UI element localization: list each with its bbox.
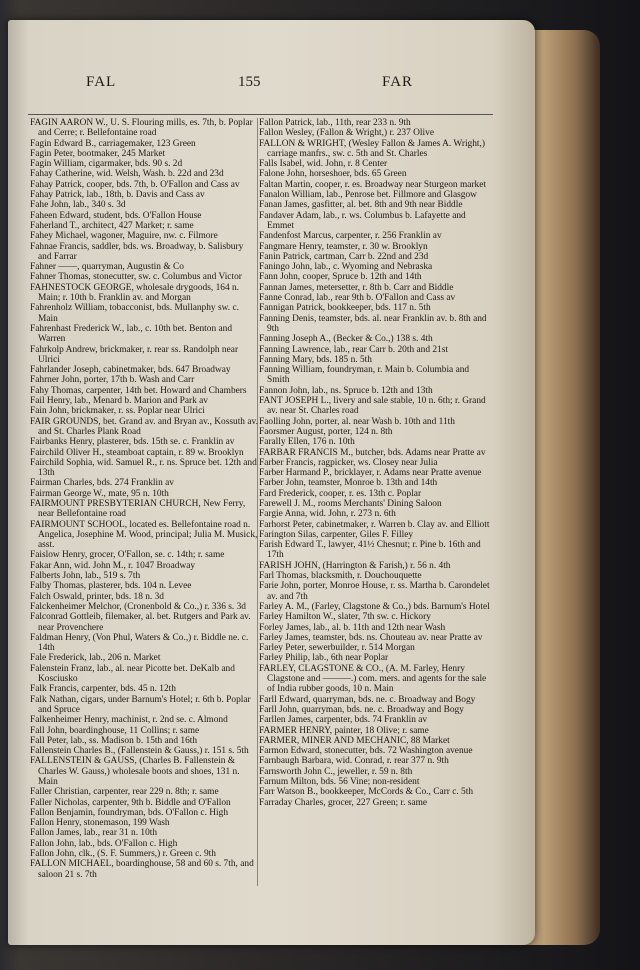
directory-entry: Farewell J. M., rooms Merchants' Dining Saloon	[259, 498, 442, 509]
directory-entry: Fanin Patrick, cartman, Carr b. 22nd and 23d	[259, 251, 429, 262]
directory-entry: Fangmare Henry, teamster, r. 30 w. Brooklyn	[259, 241, 428, 252]
directory-entry: Fannan James, metersetter, r. 8th b. Carr and Biddle	[259, 282, 454, 293]
directory-entry: Farie John, porter, Monroe House, r. ss. Martha b. Carondelet av. and 7th	[259, 581, 490, 602]
directory-entry: Farllen James, carpenter, bds. 74 Franklin av	[259, 715, 428, 726]
directory-entry: Fahner ——, quarryman, Augustin & Co	[30, 262, 184, 273]
directory-entry: Fall John, boardinghouse, 11 Collins; r. same	[30, 725, 200, 736]
page-header	[8, 74, 535, 96]
directory-entry: Fallon Wesley, (Fallon & Wright,) r. 237 Olive	[259, 128, 434, 139]
directory-entry: Farley A. M., (Farley, Clagstone & Co.,) bds. Barnum's Hotel	[259, 601, 490, 612]
directory-entry: Fairchild Sophia, wid. Samuel R., r. ns. Spruce bet. 12th and 13th	[30, 457, 257, 479]
directory-entry: Fanning Denis, teamster, bds. al. near Franklin av. b. 8th and 9th	[259, 313, 487, 334]
directory-entry: Farley Peter, sewerbuilder, r. 514 Morgan	[259, 643, 415, 654]
directory-entry: Fahay Catherine, wid. Welsh, Wash. b. 22d and 23d	[30, 169, 224, 180]
directory-entry: Fahey Michael, wagoner, Maguire, nw. c. Filmore	[30, 231, 218, 242]
directory-entry: Falby Thomas, plasterer, bds. 104 n. Levee	[30, 581, 192, 592]
directory-page	[8, 20, 535, 945]
directory-entry: FALLON & WRIGHT, (Wesley Fallon & James A. Wright,) carriage manfrs., sw. c. 5th and St. Charles	[259, 138, 486, 159]
directory-entry: Farhorst Peter, cabinetmaker, r. Warren b. Clay av. and Elliott	[259, 519, 490, 530]
right-column	[259, 118, 493, 808]
directory-entry: Faldman Henry, (Von Phul, Waters & Co.,) r. Biddle ne. c. 14th	[30, 632, 249, 654]
directory-entry: Fall Peter, lab., ss. Madison b. 15th and 16th	[30, 735, 198, 746]
directory-entry: Farley Philip, lab., 6th near Poplar	[259, 653, 389, 664]
header-right-guide: FAR	[382, 74, 414, 90]
directory-entry: Falk Nathan, cigars, under Barnum's Hotel; r. 6th b. Poplar and Spruce	[30, 694, 251, 715]
header-rule	[28, 114, 493, 115]
directory-entry: Fannon John, lab., ns. Spruce b. 12th and 13th	[259, 385, 433, 396]
directory-entry: Falckenheimer Melchor, (Cronenbold & Co.,) r. 336 s. 3d	[30, 601, 246, 612]
directory-entry: Fahrlander Joseph, cabinetmaker, bds. 647 Broadway	[30, 365, 231, 376]
directory-entry: Faherland T., architect, 427 Market; r. same	[30, 220, 194, 231]
directory-entry: Falls Isabel, wid. John, r. 8 Center	[259, 159, 388, 170]
directory-entry: Farber John, teamster, Monroe b. 13th and 14th	[259, 478, 438, 489]
directory-entry: Fanne Conrad, lab., rear 9th b. O'Fallon and Cass av	[259, 293, 456, 304]
directory-entry: Falberts John, lab., 519 s. 7th	[30, 571, 141, 582]
directory-entry: Farber Harmand P., bricklayer, r. Adams near Pratte avenue	[259, 468, 482, 479]
directory-entry: Fallon John, clk., (S. F. Summers,) r. Green c. 9th	[30, 849, 216, 860]
directory-entry: FAIRMOUNT PRESBYTERIAN CHURCH, New Ferry, near Bellefontaine road	[30, 498, 246, 520]
directory-entry: Fahy Thomas, carpenter, 14th bet. Howard and Chambers	[30, 385, 247, 396]
header-left-guide: FAL	[86, 74, 117, 90]
directory-entry: Fanning Joseph A., (Becker & Co.,) 138 s. 4th	[259, 334, 433, 345]
directory-entry: Faolling John, porter, al. near Wash b. 10th and 11th	[259, 416, 455, 427]
directory-entry: FARMER, MINER AND MECHANIC, 88 Market	[259, 735, 450, 746]
directory-entry: Fanning Mary, bds. 185 n. 5th	[259, 354, 372, 365]
directory-entry: FALLENSTEIN & GAUSS, (Charles B. Fallenstein & Charles W. Gauss,) wholesale boots and shoes, 131 n. Main	[30, 756, 240, 787]
directory-entry: Falch Oswald, printer, bds. 18 n. 3d	[30, 591, 164, 602]
directory-entry: Falk Francis, carpenter, bds. 45 n. 12th	[30, 684, 176, 695]
directory-entry: Faorsmer August, porter, 124 n. 8th	[259, 426, 393, 437]
directory-entry: Fanan James, gasfitter, al. bet. 8th and 9th near Biddle	[259, 200, 463, 211]
directory-entry: Fahner Thomas, stonecutter, sw. c. Columbus and Victor	[30, 272, 242, 283]
directory-entry: Farmon Edward, stonecutter, bds. 72 Washington avenue	[259, 746, 473, 757]
directory-entry: Farington Silas, carpenter, Giles F. Filley	[259, 529, 414, 540]
directory-entry: Farl Thomas, blacksmith, r. Douchouquette	[259, 571, 422, 582]
directory-entry: Fagin William, cigarmaker, bds. 90 s. 2d	[30, 159, 183, 170]
directory-entry: Fagin Peter, bootmaker, 245 Market	[30, 148, 166, 159]
directory-entry: Fahnae Francis, saddler, bds. ws. Broadway, b. Salisbury and Farrar	[30, 241, 244, 262]
directory-entry: FARMER HENRY, painter, 18 Olive; r. same	[259, 725, 429, 736]
directory-entry: Fakar Ann, wid. John M., r. 1047 Broadway	[30, 560, 196, 571]
directory-entry: Fanning Lawrence, lab., rear Carr b. 20th and 21st	[259, 344, 449, 355]
directory-entry: Faltan Martin, cooper, r. es. Broadway near Sturgeon market	[259, 179, 486, 190]
directory-entry: Faheen Edward, student, bds. O'Fallon House	[30, 210, 202, 221]
directory-entry: Fahay Patrick, lab., 18th, b. Davis and Cass av	[30, 190, 205, 201]
directory-entry: Fahrenhast Frederick W., lab., c. 10th bet. Benton and Warren	[30, 323, 233, 345]
directory-entry: Fandaver Adam, lab., r. ws. Columbus b. Lafayette and Emmet	[259, 210, 466, 231]
directory-entry: Farally Ellen, 176 n. 10th	[259, 437, 355, 448]
directory-entry: Farnum Milton, bds. 56 Vine; non-resident	[259, 777, 420, 787]
directory-entry: Forley James, lab., al. b. 11th and 12th near Wash	[259, 622, 446, 633]
directory-entry: FARLEY, CLAGSTONE & CO., (A. M. Farley, Henry Clagstone and ———.) com. mers. and agents for the sale of India rubber goods, 10 n. Main	[259, 663, 487, 695]
directory-entry: FALLON MICHAEL, boardinghouse, 58 and 60 s. 7th, and saloon 21 s. 7th	[30, 859, 254, 880]
directory-entry: Farley James, teamster, bds. ns. Chouteau av. near Pratte av	[259, 632, 483, 643]
directory-entry: Fahrner John, porter, 17th b. Wash and Carr	[30, 375, 195, 386]
directory-entry: Falone John, horseshoer, bds. 65 Green	[259, 169, 407, 180]
directory-entry: Fallon Henry, stonemason, 199 Wash	[30, 818, 170, 829]
directory-entry: Fairbanks Henry, plasterer, bds. 15th se. c. Franklin av	[30, 437, 235, 448]
directory-entry: Fann John, cooper, Spruce b. 12th and 14th	[259, 272, 422, 283]
directory-entry: FAHNESTOCK GEORGE, wholesale drygoods, 164 n. Main; r. 10th b. Franklin av. and Morgan	[30, 282, 240, 304]
directory-entry: Fallon James, lab., rear 31 n. 10th	[30, 828, 158, 839]
directory-entry: Fallon Patrick, lab., 11th, rear 233 n. 9th	[259, 118, 411, 128]
directory-entry: Fagin Edward B., carriagemaker, 123 Green	[30, 138, 196, 149]
directory-entry: Fail Henry, lab., Menard b. Marion and Park av	[30, 396, 208, 407]
directory-entry: Fannigan Patrick, bookkeeper, bds. 117 n. 5th	[259, 303, 431, 314]
directory-entry: Falkenheimer Henry, machinist, r. 2nd se. c. Almond	[30, 715, 228, 726]
directory-entry: Faningo John, lab., c. Wyoming and Nebraska	[259, 262, 433, 273]
directory-entry: Fallon Benjamin, foundryman, bds. O'Fallon c. High	[30, 807, 229, 818]
directory-entry: Falconrad Gottleib, filemaker, al. bet. Rutgers and Park av. near Provenchere	[30, 612, 251, 633]
directory-entry: Farraday Charles, grocer, 227 Green; r. same	[259, 797, 428, 808]
directory-entry: Fairman George W., mate, 95 n. 10th	[30, 488, 169, 499]
directory-entry: Farr Watson B., bookkeeper, McCords & Co., Carr c. 5th	[259, 787, 474, 798]
directory-entry: Fain John, brickmaker, r. ss. Poplar near Ulrici	[30, 406, 205, 417]
directory-entry: Faller Christian, carpenter, rear 229 n. 8th; r. same	[30, 787, 219, 798]
directory-entry: FAIRMOUNT SCHOOL, located es. Bellefontaine road n. Angelica, Josephine M. Wood, principal; Julia M. Musick, asst.	[30, 519, 258, 551]
directory-entry: Fahe John, lab., 340 s. 3d	[30, 200, 126, 211]
directory-entry: Falenstein Franz, lab., al. near Picotte bet. DeKalb and Kosciusko	[30, 663, 235, 685]
directory-entry: FANT JOSEPH L., livery and sale stable, 10 n. 6th; r. Grand av. near St. Charles road	[259, 396, 486, 417]
directory-entry: Farish Edward T., lawyer, 41½ Chesnut; r. Pine b. 16th and 17th	[259, 540, 481, 561]
directory-entry: Fale Frederick, lab., 206 n. Market	[30, 653, 161, 664]
directory-entry: Farley Hamilton W., slater, 7th sw. c. Hickory	[259, 612, 431, 623]
directory-entry: Faislow Henry, grocer, O'Fallon, se. c. 14th; r. same	[30, 550, 225, 561]
directory-entry: Farber Francis, ragpicker, ws. Closey near Julia	[259, 457, 438, 468]
directory-entry: FARBAR FRANCIS M., butcher, bds. Adams near Pratte av	[259, 447, 486, 458]
directory-entry: Fanalon William, lab., Penrose bet. Fillmore and Glasgow	[259, 190, 477, 201]
directory-entry: Fairchild Oliver H., steamboat captain, r. 89 w. Brooklyn	[30, 447, 244, 458]
directory-entry: Fahrkolp Andrew, brickmaker, r. rear ss. Randolph near Ulrici	[30, 344, 239, 365]
left-column	[30, 118, 258, 880]
directory-entry: Fargie Anna, wid. John, r. 273 n. 6th	[259, 509, 396, 520]
directory-entry: Farll John, quarryman, bds. ne. c. Broadway and Bogy	[259, 704, 464, 715]
directory-entry: Farnbaugh Barbara, wid. Conrad, r. rear 377 n. 9th	[259, 756, 449, 767]
directory-entry: FAIR GROUNDS, bet. Grand av. and Bryan av., Kossuth av. and St. Charles Plank Road	[30, 416, 258, 437]
directory-entry: Fahay Patrick, cooper, bds. 7th, b. O'Fallon and Cass av	[30, 179, 240, 190]
directory-entry: Fallenstein Charles B., (Fallenstein & Gauss,) r. 151 s. 5th	[30, 746, 249, 757]
directory-entry: Fallon John, lab., bds. O'Fallon c. High	[30, 838, 178, 849]
directory-entry: Fanning William, foundryman, r. Main b. Columbia and Smith	[259, 365, 470, 386]
directory-entry: FARISH JOHN, (Harrington & Farish,) r. 56 n. 4th	[259, 560, 451, 571]
page-number: 155	[238, 74, 261, 90]
directory-entry: Farnsworth John C., jeweller, r. 59 n. 8th	[259, 766, 413, 777]
directory-entry: Fard Frederick, cooper, r. es. 13th c. Poplar	[259, 488, 422, 499]
directory-entry: Faller Nicholas, carpenter, 9th b. Biddle and O'Fallon	[30, 797, 231, 808]
directory-entry: FAGIN AARON W., U. S. Flouring mills, es. 7th, b. Poplar and Cerre; r. Bellefontaine road	[30, 118, 253, 139]
directory-entry: Fandenfost Marcus, carpenter, r. 256 Franklin av	[259, 231, 442, 242]
directory-entry: Fahrenholz William, tobacconist, bds. Mullanphy sw. c. Main	[30, 303, 239, 324]
directory-entry: Fairman Charles, bds. 274 Franklin av	[30, 478, 174, 489]
directory-entry: Farll Edward, quarryman, bds. ne. c. Broadway and Bogy	[259, 694, 476, 705]
